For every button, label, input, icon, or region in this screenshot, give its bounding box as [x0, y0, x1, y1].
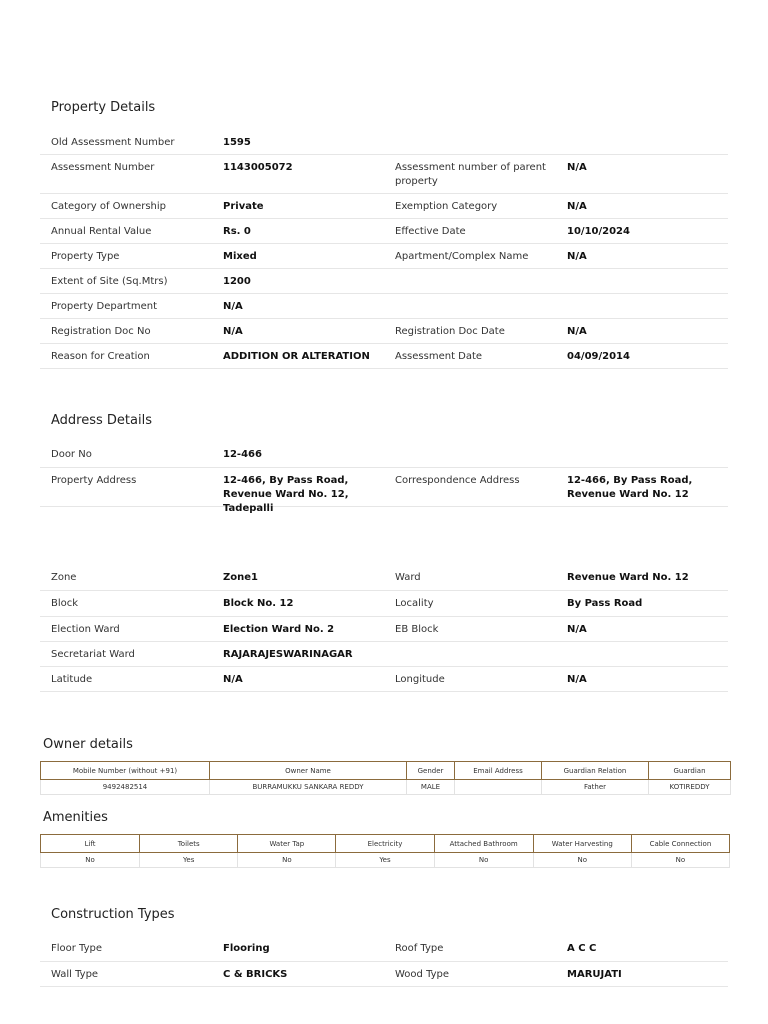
field-label: Effective Date [395, 226, 466, 237]
table-cell: BURRAMUKKU SANKARA REDDY [210, 780, 407, 795]
table-row [40, 667, 728, 692]
table-row [40, 565, 728, 591]
field-label: Floor Type [51, 943, 103, 954]
table-row [40, 468, 728, 514]
field-label: Old Assessment Number [51, 137, 175, 148]
table-cell: 9492482514 [41, 780, 210, 795]
field-label: Door No [51, 449, 92, 460]
field-value: Revenue Ward No. 12 [567, 572, 689, 583]
field-label: Wood Type [395, 969, 450, 980]
field-value: MARUJATI [567, 969, 622, 980]
table-cell: No [434, 853, 533, 868]
column-header: Water Tap [238, 835, 336, 853]
address-details-title: Address Details [51, 413, 152, 428]
column-header: Owner Name [210, 762, 407, 780]
field-label: Extent of Site (Sq.Mtrs) [51, 276, 168, 287]
field-label [384, 448, 556, 467]
field-label: Property Department [51, 301, 158, 312]
table-cell: No [631, 853, 729, 868]
table-cell [455, 780, 542, 795]
field-value [556, 136, 728, 154]
table-row [40, 294, 728, 319]
field-value [556, 648, 728, 666]
table-cell: No [533, 853, 631, 868]
field-label [384, 275, 556, 293]
owner-details-table [40, 761, 731, 795]
table-row [40, 194, 728, 219]
field-label: Assessment number of parent property [395, 162, 546, 187]
table-row [41, 780, 731, 795]
field-value: C & BRICKS [223, 969, 288, 980]
table-row [40, 155, 728, 194]
field-label: Exemption Category [395, 201, 498, 212]
table-cell: Yes [336, 853, 434, 868]
field-label: Latitude [51, 674, 93, 685]
table-row [40, 442, 728, 468]
property-details-title: Property Details [51, 100, 156, 115]
table-row [40, 219, 728, 244]
field-label: Secretariat Ward [51, 649, 135, 660]
table-cell: Yes [140, 853, 238, 868]
field-value: 12-466, By Pass Road, Revenue Ward No. 12, Tadepalli [223, 475, 349, 514]
field-label: EB Block [395, 624, 439, 635]
field-value: N/A [223, 326, 243, 337]
location-details-table [40, 565, 728, 692]
field-label: Property Type [51, 251, 120, 262]
table-row [40, 936, 728, 962]
field-label: Ward [395, 572, 421, 583]
field-label [384, 136, 556, 154]
field-label: Zone [51, 572, 77, 583]
table-header-row [41, 835, 730, 853]
table-row [40, 617, 728, 642]
owner-details-title: Owner details [43, 737, 133, 752]
table-row [40, 344, 728, 369]
field-value: N/A [567, 201, 587, 212]
field-value: N/A [567, 251, 587, 262]
column-header: Guardian [649, 762, 731, 780]
field-label: Apartment/Complex Name [395, 251, 529, 262]
field-label: Wall Type [51, 969, 99, 980]
table-cell: KOTIREDDY [649, 780, 731, 795]
table-row [40, 269, 728, 294]
field-value: ADDITION OR ALTERATION [223, 351, 370, 362]
field-label: Longitude [395, 674, 445, 685]
table-cell: No [41, 853, 140, 868]
table-row [40, 130, 728, 155]
amenities-title: Amenities [43, 810, 108, 825]
column-header: Cable Connection [631, 835, 729, 853]
field-label: Locality [395, 598, 434, 609]
table-row [40, 319, 728, 344]
address-details-table [40, 442, 728, 514]
field-label: Assessment Number [51, 162, 155, 173]
field-label: Election Ward [51, 624, 120, 635]
field-label: Reason for Creation [51, 351, 150, 362]
field-value: Mixed [223, 251, 257, 262]
field-value: Rs. 0 [223, 226, 251, 237]
field-label: Correspondence Address [395, 475, 520, 486]
property-details-table [40, 130, 728, 369]
column-header: Lift [41, 835, 140, 853]
construction-types-title: Construction Types [51, 907, 175, 922]
field-value: N/A [567, 624, 587, 635]
field-label: Block [51, 598, 79, 609]
field-label: Annual Rental Value [51, 226, 152, 237]
field-value [556, 275, 728, 293]
field-value: N/A [567, 674, 587, 685]
column-header: Guardian Relation [542, 762, 649, 780]
field-value: 1143005072 [223, 162, 293, 173]
column-header: Water Harvesting [533, 835, 631, 853]
field-value: 1595 [223, 137, 251, 148]
field-value: Election Ward No. 2 [223, 624, 335, 635]
amenities-table [40, 834, 730, 868]
field-value: Private [223, 201, 264, 212]
column-header: Electricity [336, 835, 434, 853]
table-row [40, 591, 728, 617]
table-row [40, 642, 728, 667]
column-header: Mobile Number (without +91) [41, 762, 210, 780]
table-cell: Father [542, 780, 649, 795]
field-label [384, 300, 556, 318]
field-label [384, 648, 556, 666]
table-row [40, 962, 728, 987]
field-value: 12-466 [223, 449, 262, 460]
field-label: Roof Type [395, 943, 444, 954]
field-value: Flooring [223, 943, 270, 954]
field-value [556, 300, 728, 318]
field-value: By Pass Road [567, 598, 643, 609]
field-value: Block No. 12 [223, 598, 294, 609]
field-value: Zone1 [223, 572, 258, 583]
field-value: 12-466, By Pass Road, Revenue Ward No. 12 [567, 475, 693, 500]
field-value: A C C [567, 943, 597, 954]
column-header: Email Address [455, 762, 542, 780]
field-value: N/A [223, 301, 243, 312]
field-label: Category of Ownership [51, 201, 166, 212]
construction-types-table [40, 936, 728, 987]
field-value: 1200 [223, 276, 251, 287]
field-value: 04/09/2014 [567, 351, 630, 362]
field-label: Registration Doc No [51, 326, 151, 337]
table-cell: No [238, 853, 336, 868]
field-value: N/A [223, 674, 243, 685]
field-label: Property Address [51, 475, 137, 486]
field-value: N/A [567, 162, 587, 173]
field-value [556, 448, 728, 467]
column-header: Attached Bathroom [434, 835, 533, 853]
column-header: Gender [407, 762, 455, 780]
field-value: RAJARAJESWARINAGAR [223, 649, 353, 660]
field-label: Registration Doc Date [395, 326, 505, 337]
table-row [41, 853, 730, 868]
field-value: N/A [567, 326, 587, 337]
column-header: Toilets [140, 835, 238, 853]
field-label: Assessment Date [395, 351, 483, 362]
table-header-row [41, 762, 731, 780]
field-value: 10/10/2024 [567, 226, 630, 237]
table-cell: MALE [407, 780, 455, 795]
table-row [40, 244, 728, 269]
